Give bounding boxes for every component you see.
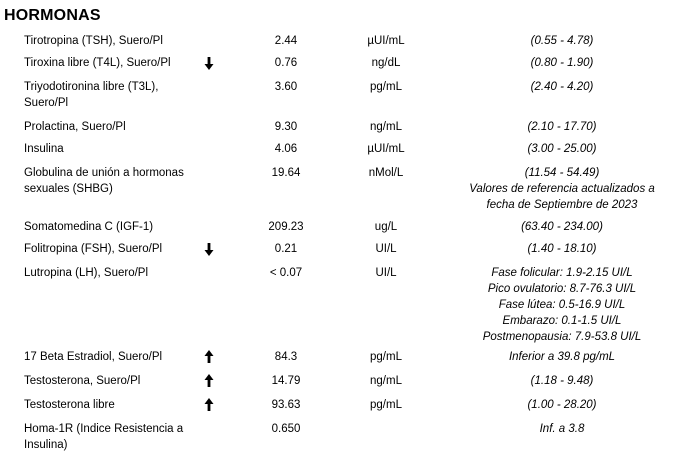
reference-range: Fase folicular: 1.9-2.15 UI/L Pico ovulatorio: 8.7-76.3 UI/L Fase lútea: 0.5-16.9 UI/L Embarazo: 0.1-1.5 UI/L Postmenopausia: 7.9-53.8 UI/L <box>482 267 642 343</box>
result-value: 84.3 <box>274 351 298 363</box>
arrow-down-icon <box>203 55 215 71</box>
reference-range: (1.00 - 28.20) <box>527 399 597 411</box>
test-name: Homa-1R (Indice Resistencia a Insulina) <box>24 423 184 451</box>
result-unit: µUI/mL <box>367 143 405 155</box>
test-name: Insulina <box>24 143 64 155</box>
result-value: 14.79 <box>271 375 301 387</box>
reference-range: Inf. a 3.8 <box>539 423 585 435</box>
result-unit: ng/mL <box>370 121 402 133</box>
test-name: Testosterona, Suero/Pl <box>24 375 141 387</box>
result-value: 3.60 <box>274 81 298 93</box>
reference-range: (11.54 - 54.49) Valores de referencia actualizados a fecha de Septiembre de 2023 <box>469 167 655 211</box>
test-name: Somatomedina C (IGF-1) <box>24 221 154 233</box>
result-value: 209.23 <box>268 221 304 233</box>
test-name: Lutropina (LH), Suero/Pl <box>24 267 149 279</box>
reference-range: (63.40 - 234.00) <box>521 221 603 233</box>
result-value: 0.76 <box>274 57 298 69</box>
arrow-down-icon <box>203 241 215 257</box>
test-name: Testosterona libre <box>24 399 115 411</box>
result-unit: ng/mL <box>370 375 402 387</box>
result-value: 0.650 <box>271 423 301 435</box>
test-name: Folitropina (FSH), Suero/Pl <box>24 243 163 255</box>
reference-range: (1.18 - 9.48) <box>530 375 594 387</box>
result-unit: UI/L <box>375 243 397 255</box>
result-unit: pg/mL <box>370 81 402 93</box>
arrow-up-icon <box>203 349 215 365</box>
result-unit: UI/L <box>375 267 397 279</box>
section-title: HORMONAS <box>4 7 101 24</box>
result-value: 2.44 <box>274 35 298 47</box>
reference-range: Inferior a 39.8 pg/mL <box>508 351 616 363</box>
result-value: 19.64 <box>271 167 301 179</box>
result-value: 0.21 <box>274 243 298 255</box>
test-name: 17 Beta Estradiol, Suero/Pl <box>24 351 163 363</box>
test-name: Triyodotironina libre (T3L), Suero/Pl <box>24 81 159 109</box>
reference-range: (2.10 - 17.70) <box>527 121 597 133</box>
result-unit: pg/mL <box>370 399 402 411</box>
reference-range: (2.40 - 4.20) <box>530 81 594 93</box>
test-name: Prolactina, Suero/Pl <box>24 121 126 133</box>
test-name: Tiroxina libre (T4L), Suero/Pl <box>24 57 171 69</box>
result-value: 4.06 <box>274 143 298 155</box>
arrow-up-icon <box>203 373 215 389</box>
result-value: 9.30 <box>274 121 298 133</box>
result-unit: pg/mL <box>370 351 402 363</box>
result-unit: nMol/L <box>368 167 404 179</box>
result-unit: ng/dL <box>371 57 401 69</box>
result-value: 93.63 <box>271 399 301 411</box>
reference-range: (3.00 - 25.00) <box>527 143 597 155</box>
reference-range: (0.55 - 4.78) <box>530 35 594 47</box>
reference-range: (0.80 - 1.90) <box>530 57 594 69</box>
test-name: Globulina de unión a hormonas sexuales (SHBG) <box>24 167 184 195</box>
result-unit: µUI/mL <box>367 35 405 47</box>
test-name: Tirotropina (TSH), Suero/Pl <box>24 35 163 47</box>
result-value: < 0.07 <box>269 267 303 279</box>
reference-range: (1.40 - 18.10) <box>527 243 597 255</box>
result-unit: ug/L <box>374 221 398 233</box>
arrow-up-icon <box>203 397 215 413</box>
